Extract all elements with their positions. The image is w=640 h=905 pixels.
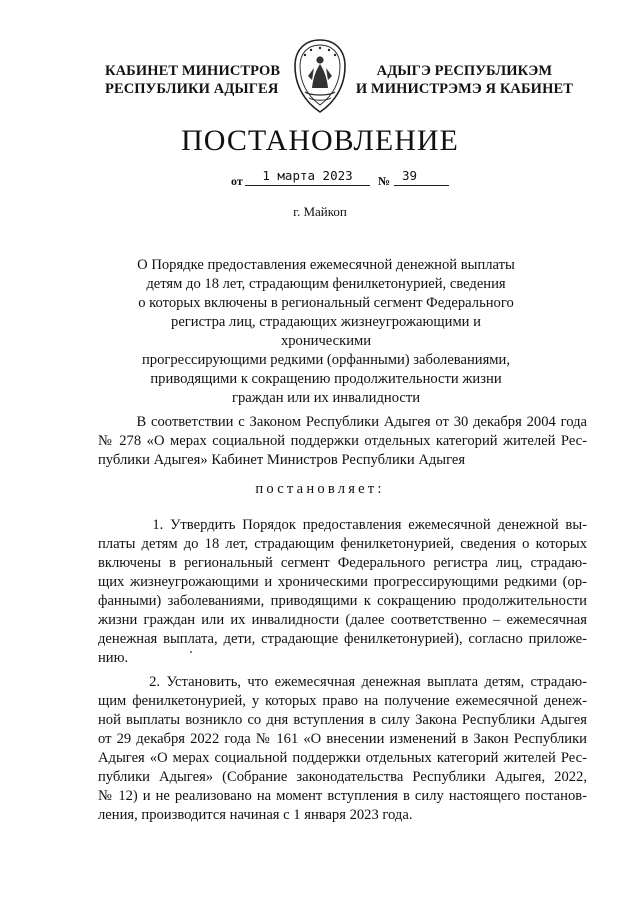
coat-of-arms-emblem	[291, 38, 349, 114]
paragraph-line: щих жизнеугрожающими и хроническими прогрессирующими редкими (ор-	[98, 574, 587, 590]
preamble-line: № 278 «О мерах социальной поддержки отдельных категорий жителей Рес-	[98, 433, 587, 449]
preamble-paragraph	[98, 413, 587, 470]
number-prefix: №	[378, 174, 391, 188]
document-number: 39	[394, 168, 449, 186]
date-number-row	[231, 168, 461, 188]
paragraph-line: жизни граждан или их инвалидности (далее соответственно – ежемесячная	[98, 612, 587, 628]
paragraph-line: № 12) и не реализовано на момент вступления в силу настоящего постанов-	[98, 788, 587, 804]
subject-line: прогрессирующими редкими (орфанными) заболеваниями,	[141, 352, 511, 368]
document-date: 1 марта 2023	[245, 168, 370, 186]
header-left	[105, 62, 280, 98]
header-right-line1: АДЫГЭ РЕСПУБЛИКЭМ	[376, 63, 553, 79]
paragraph-line: 1. Утвердить Порядок предоставления ежемесячной денежной вы-	[98, 517, 587, 533]
header-left-line2: РЕСПУБЛИКИ АДЫГЕЯ	[105, 81, 279, 97]
subject-line: О Порядке предоставления ежемесячной денежной выплаты	[137, 257, 515, 273]
paragraph-line: ной выплаты возникло со дня вступления в силу Закона Республики Адыгея	[98, 712, 587, 728]
scan-speck	[190, 651, 192, 653]
subject-line: граждан или их инвалидности	[231, 390, 421, 406]
paragraph-line: щим фенилкетонурией, у которых право на получение ежемесячной денеж-	[98, 693, 587, 709]
document-subject	[130, 256, 522, 408]
header-right	[356, 62, 573, 98]
city: г. Майкоп	[293, 204, 347, 219]
subject-line: о которых включены в региональный сегмент Федерального	[138, 295, 514, 311]
subject-line: приводящими к сокращению продолжительности жизни	[150, 371, 502, 387]
paragraph-1	[98, 516, 587, 668]
header-right-line2: И МИНИСТРЭМЭ Я КАБИНЕТ	[355, 81, 573, 97]
decree-word: постановляет:	[255, 481, 385, 497]
paragraph-line: ления, производится начиная с 1 января 2023 года.	[98, 807, 413, 823]
paragraph-2	[98, 673, 587, 825]
paragraph-line: от 29 декабря 2022 года № 161 «О внесении изменений в Закон Республики	[98, 731, 587, 747]
preamble-line: публики Адыгея» Кабинет Министров Республики Адыгея	[98, 452, 466, 468]
paragraph-line: фанными) заболеваниями, приводящими к сокращению продолжительности	[98, 593, 587, 609]
document-title: ПОСТАНОВЛЕНИЕ	[181, 124, 459, 157]
paragraph-line: платы детям до 18 лет, страдающим фенилкетонурией, сведения о которых	[98, 536, 587, 552]
header-left-line1: КАБИНЕТ МИНИСТРОВ	[105, 63, 281, 79]
paragraph-line: Адыгея «О мерах социальной поддержки отдельных категорий жителей Рес-	[98, 750, 587, 766]
paragraph-line: включены в региональный сегмент Федерального регистра лиц, страдаю-	[98, 555, 587, 571]
subject-line: детям до 18 лет, страдающим фенилкетонурией, сведения	[146, 276, 506, 292]
paragraph-line: нию.	[98, 650, 129, 666]
paragraph-line: денежная выплата, дети, страдающие фенилкетонурией), согласно приложе-	[98, 631, 587, 647]
paragraph-line: публики Адыгея» (Собрание законодательства Республики Адыгея, 2022,	[98, 769, 587, 785]
preamble-line: В соответствии с Законом Республики Адыгея от 30 декабря 2004 года	[98, 414, 587, 430]
subject-line: регистра лиц, страдающих жизнеугрожающими и хроническими	[171, 314, 481, 349]
date-prefix: от	[231, 174, 243, 188]
paragraph-line: 2. Установить, что ежемесячная денежная выплата детям, страдаю-	[98, 674, 587, 690]
